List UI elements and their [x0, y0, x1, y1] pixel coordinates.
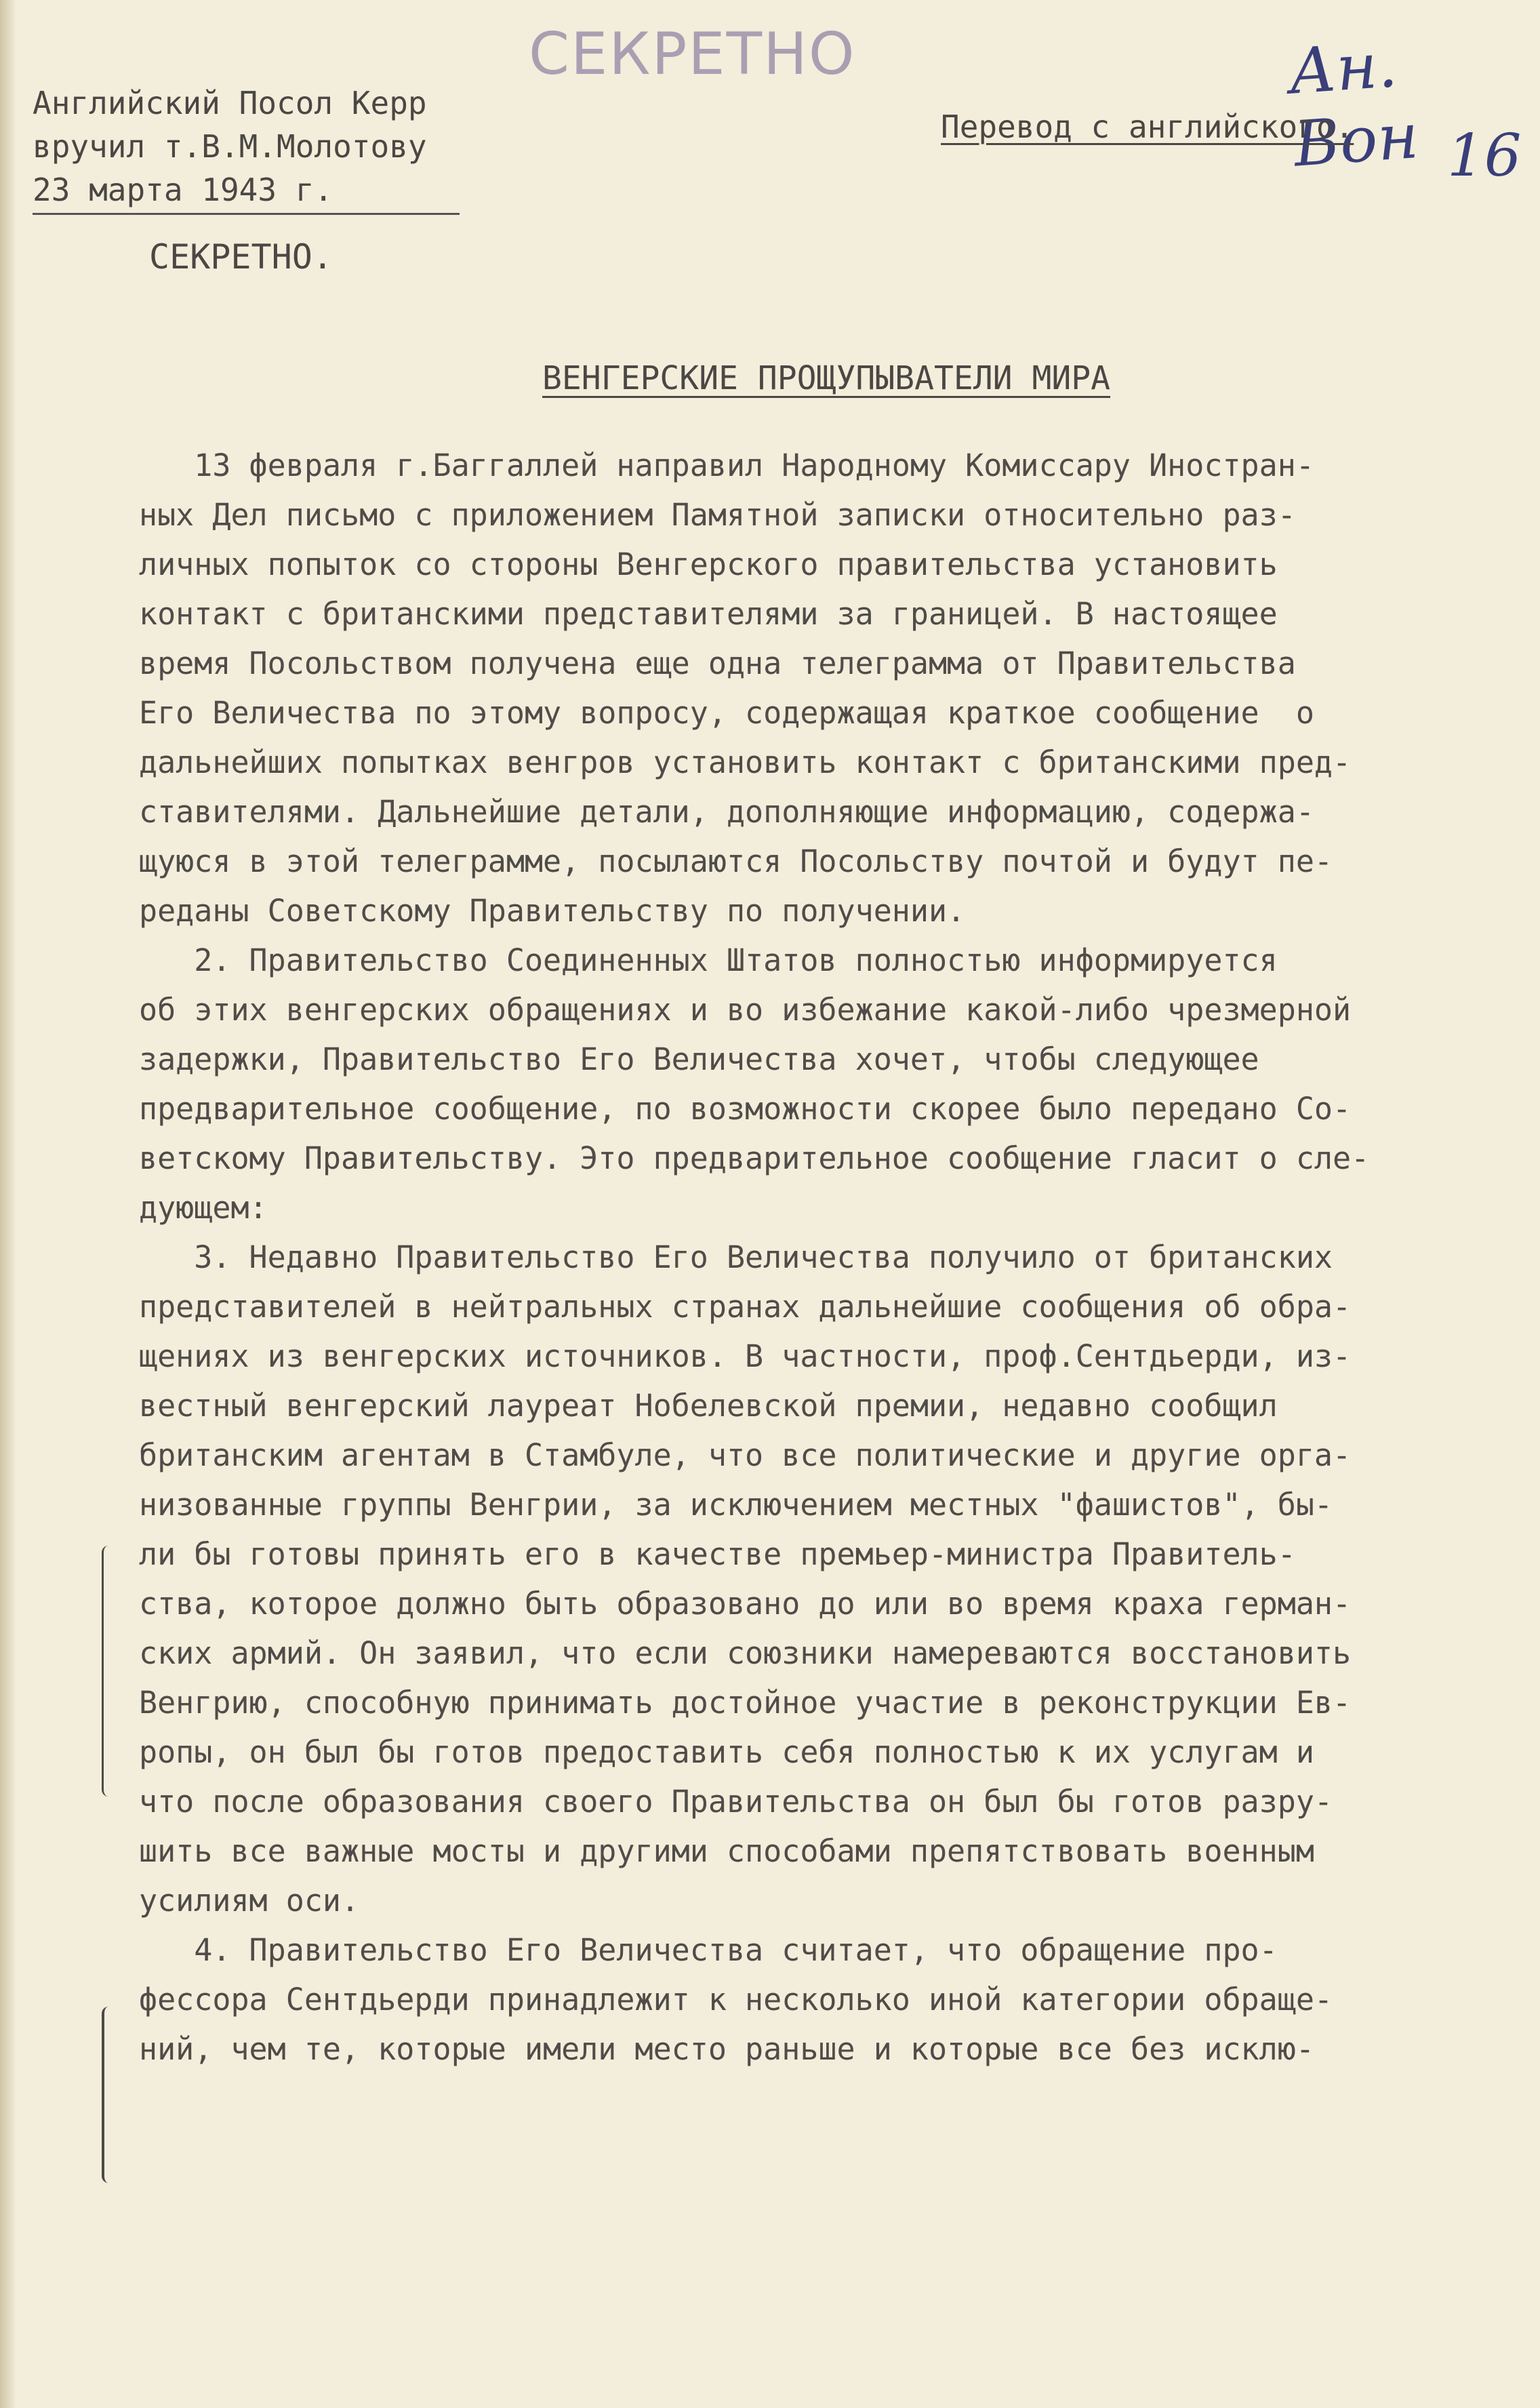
body-line: ли бы готовы принять его в качестве премьер-министра Правитель-	[139, 1536, 1296, 1572]
body-line: представителей в нейтральных странах дальнейшие сообщения об обра-	[139, 1289, 1352, 1325]
body-line: время Посольством получена еще одна телеграмма от Правительства	[139, 645, 1296, 681]
margin-mark	[102, 1546, 117, 1797]
document-body	[139, 441, 1522, 2074]
body-line: британским агентам в Стамбуле, что все политические и другие орга-	[139, 1437, 1352, 1473]
body-line: щениях из венгерских источников. В частности, проф.Сентдьерди, из-	[139, 1338, 1352, 1374]
delivery-note-line: вручил т.В.М.Молотову	[33, 128, 427, 165]
margin-bracket	[102, 2007, 118, 2183]
body-line: реданы Советскому Правительству по получении.	[139, 893, 966, 929]
delivery-note-line: Английский Посол Керр	[33, 85, 427, 121]
body-line: шить все важные мосты и другими способами препятствовать военным	[139, 1833, 1314, 1869]
handwritten-annotation: Ан. Вон	[1286, 28, 1421, 181]
delivery-note-line: 23 марта 1943 г.	[33, 172, 333, 208]
body-line: ветскому Правительству. Это предварительное сообщение гласит о сле-	[139, 1140, 1370, 1176]
body-line: предварительное сообщение, по возможности скорее было передано Со-	[139, 1091, 1352, 1127]
secret-label: СЕКРЕТНО.	[149, 237, 333, 277]
body-line: что после образования своего Правительства он был бы готов разру-	[139, 1784, 1333, 1820]
body-line: 13 февраля г.Баггаллей направил Народному Комиссару Иностран-	[139, 447, 1314, 483]
body-line: личных попыток со стороны Венгерского правительства установить	[139, 546, 1278, 582]
body-line: дальнейших попытках венгров установить контакт с британскими пред-	[139, 744, 1352, 780]
body-line: низованные группы Венгрии, за исключением местных "фашистов", бы-	[139, 1487, 1333, 1523]
body-line: ства, которое должно быть образовано до или во время краха герман-	[139, 1586, 1352, 1622]
body-line: задержки, Правительство Его Величества хочет, чтобы следующее	[139, 1041, 1259, 1077]
body-line: ропы, он был бы готов предоставить себя полностью к их услугам и	[139, 1734, 1314, 1770]
body-line: дующем:	[139, 1190, 268, 1226]
translation-note: Перевод с английского.	[941, 108, 1354, 145]
body-line: вестный венгерский лауреат Нобелевской премии, недавно сообщил	[139, 1388, 1278, 1424]
body-line: Его Величества по этому вопросу, содержащая краткое сообщение о	[139, 695, 1314, 731]
body-line: об этих венгерских обращениях и во избежание какой-либо чрезмерной	[139, 992, 1352, 1028]
body-line: 4. Правительство Его Величества считает, что обращение про-	[139, 1932, 1278, 1968]
body-line: усилиям оси.	[139, 1883, 360, 1919]
body-line: щуюся в этой телеграмме, посылаются Посольству почтой и будут пе-	[139, 843, 1333, 879]
body-line: фессора Сентдьерди принадлежит к несколько иной категории обраще-	[139, 1982, 1333, 2018]
body-line: 3. Недавно Правительство Его Величества получило от британских	[139, 1239, 1333, 1275]
body-line: ных Дел письмо с приложением Памятной записки относительно раз-	[139, 497, 1296, 533]
body-line: ских армий. Он заявил, что если союзники намереваются восстановить	[139, 1635, 1352, 1671]
body-line: Венгрию, способную принимать достойное участие в реконструкции Ев-	[139, 1685, 1352, 1721]
handwritten-page-number: 16	[1447, 122, 1522, 190]
document-title: ВЕНГЕРСКИЕ ПРОЩУПЫВАТЕЛИ МИРА	[542, 359, 1111, 397]
body-line: ний, чем те, которые имели место раньше и которые все без исклю-	[139, 2031, 1314, 2067]
body-line: ставителями. Дальнейшие детали, дополняющие информацию, содержа-	[139, 794, 1314, 830]
delivery-note-rule	[33, 213, 460, 215]
delivery-note	[33, 81, 460, 215]
page-edge	[0, 0, 15, 2408]
body-line: контакт с британскими представителями за границей. В настоящее	[139, 596, 1278, 632]
secret-stamp: СЕКРЕТНО	[529, 20, 856, 88]
body-line: 2. Правительство Соединенных Штатов полностью информируется	[139, 942, 1278, 978]
